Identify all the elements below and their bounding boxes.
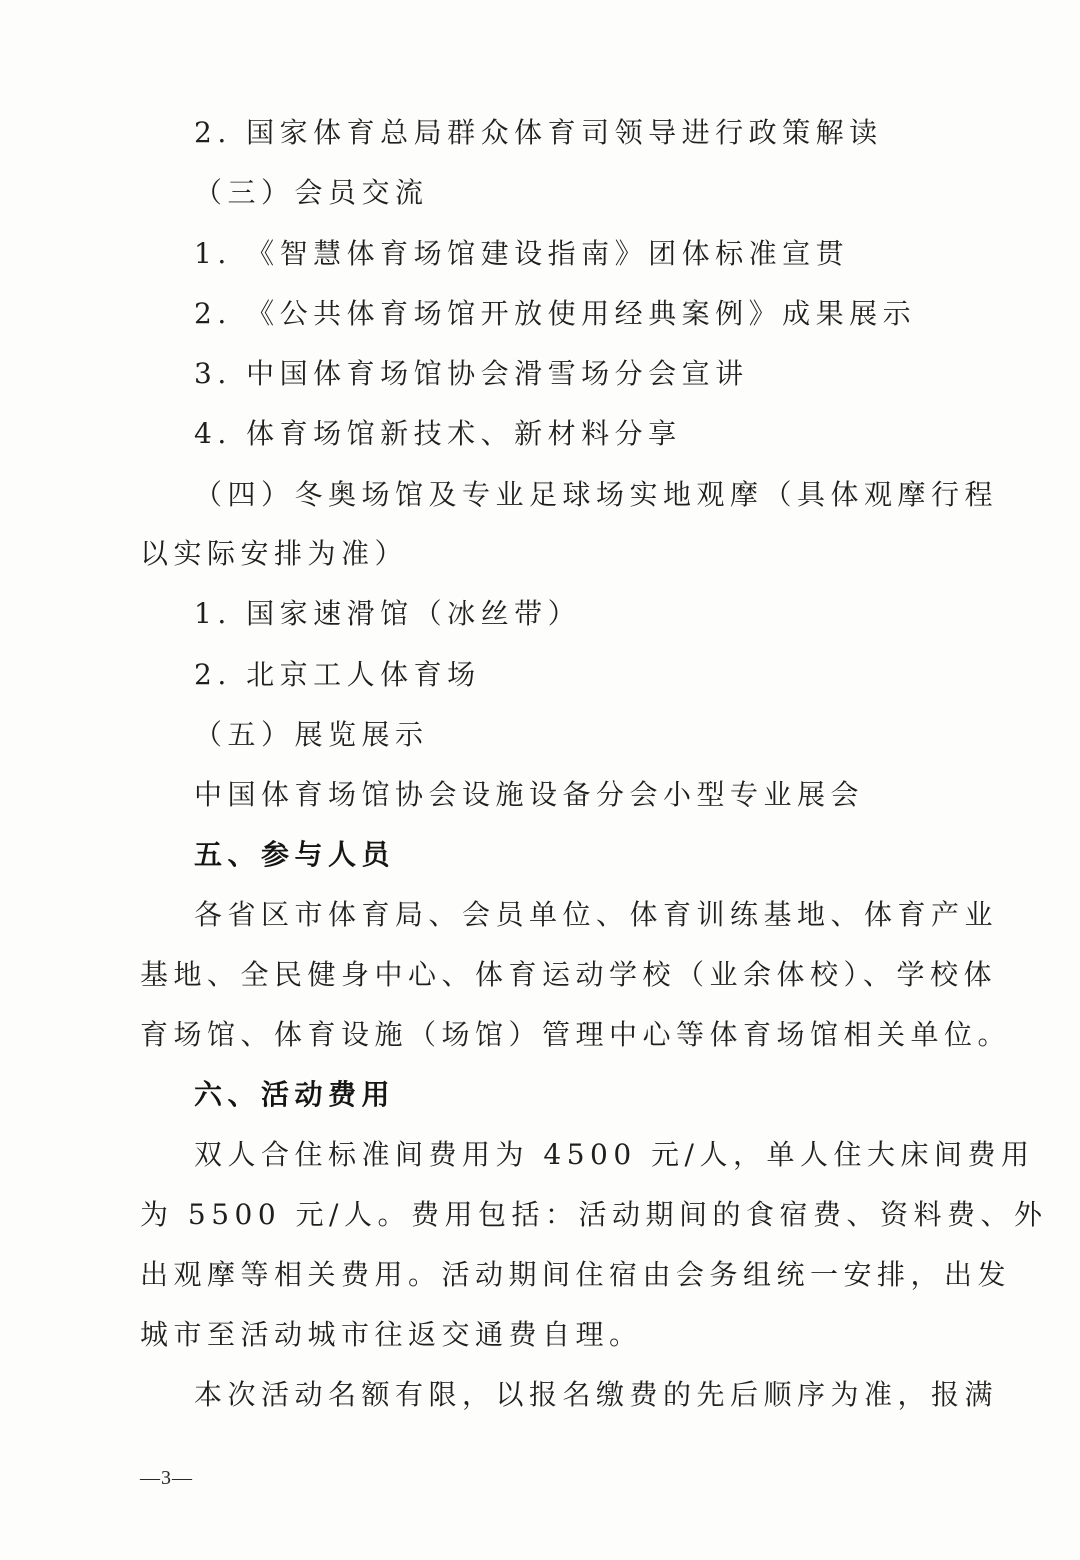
list-item-new-tech-sharing: 4. 体育场馆新技术、新材料分享 (194, 417, 682, 450)
paragraph-line: 以实际安排为准） (140, 537, 409, 570)
page-number: —3— (140, 1467, 193, 1489)
paragraph-line: 基地、全民健身中心、体育运动学校（业余体校）、学校体 (140, 958, 998, 991)
paragraph-line: 中国体育场馆协会设施设备分会小型专业展会 (194, 778, 865, 811)
list-item-policy-interpretation: 2. 国家体育总局群众体育司领导进行政策解读 (194, 116, 883, 149)
subsection-heading-member-exchange: （三）会员交流 (194, 176, 429, 209)
section-heading-fees: 六、活动费用 (194, 1078, 396, 1111)
list-item-standard-promotion: 1. 《智慧体育场馆建设指南》团体标准宣贯 (194, 237, 850, 270)
paragraph-line: 育场馆、体育设施（场馆）管理中心等体育场馆相关单位。 (140, 1018, 1012, 1051)
paragraph-line: 城市至活动城市往返交通费自理。 (140, 1318, 643, 1351)
list-item-ski-branch-presentation: 3. 中国体育场馆协会滑雪场分会宣讲 (194, 357, 749, 390)
paragraph-line: 为 5500 元/人。费用包括：活动期间的食宿费、资料费、外 (140, 1198, 1048, 1231)
subsection-heading-site-visit: （四）冬奥场馆及专业足球场实地观摩（具体观摩行程 (194, 478, 999, 511)
section-heading-participants: 五、参与人员 (194, 838, 396, 871)
list-item-case-showcase: 2. 《公共体育场馆开放使用经典案例》成果展示 (194, 297, 917, 330)
list-item-workers-stadium: 2. 北京工人体育场 (194, 658, 481, 691)
paragraph-line: 双人合住标准间费用为 4500 元/人，单人住大床间费用 (194, 1138, 1035, 1171)
paragraph-line: 各省区市体育局、会员单位、体育训练基地、体育产业 (194, 898, 999, 931)
paragraph-line: 出观摩等相关费用。活动期间住宿由会务组统一安排，出发 (140, 1258, 1012, 1291)
subsection-heading-exhibition: （五）展览展示 (194, 718, 429, 751)
list-item-speed-skating-oval: 1. 国家速滑馆（冰丝带） (194, 597, 582, 630)
paragraph-line: 本次活动名额有限，以报名缴费的先后顺序为准，报满 (194, 1378, 999, 1411)
